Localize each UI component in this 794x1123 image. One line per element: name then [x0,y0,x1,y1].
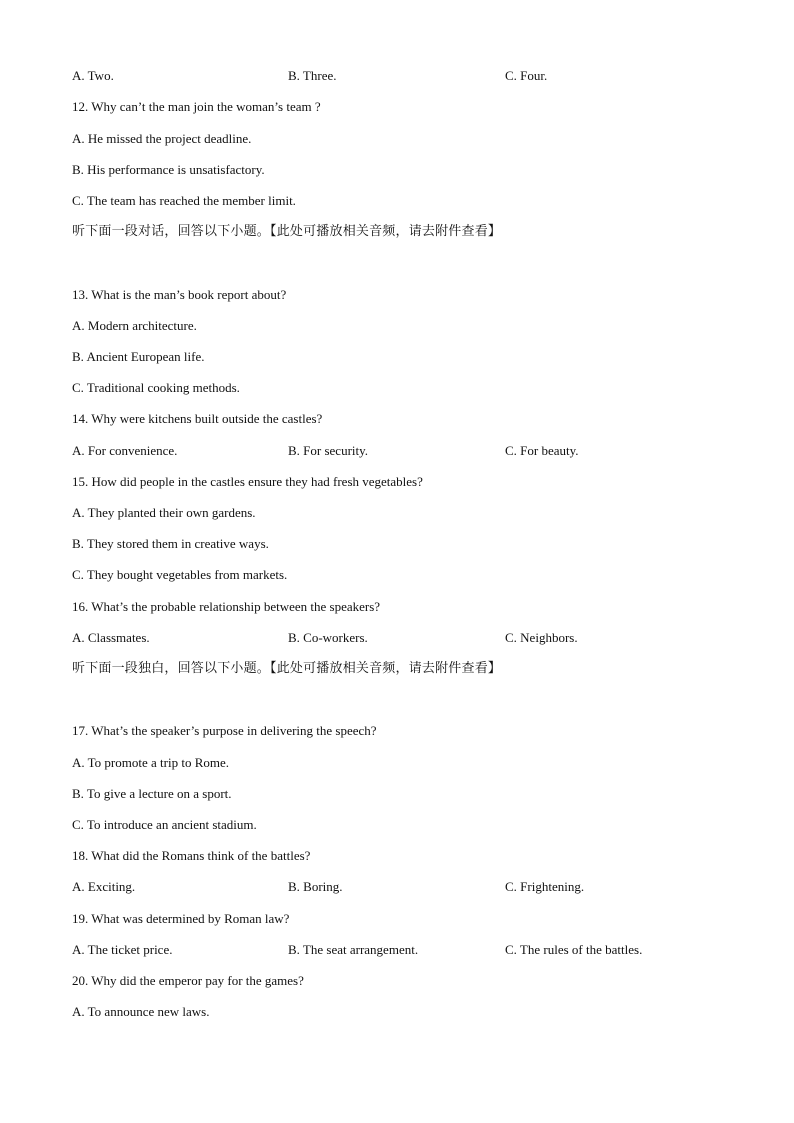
q16-option-a: A. Classmates. [72,630,150,645]
q14-option-c: C. For beauty. [505,443,579,458]
q13-question: 13. What is the man’s book report about? [72,287,287,302]
q16-question: 16. What’s the probable relationship between the speakers? [72,599,381,614]
q13-option-c: C. Traditional cooking methods. [72,380,240,395]
q11-option-a: A. Two. [72,68,114,83]
q12-question: 12. Why can’t the man join the woman’s team ? [72,99,321,114]
q13-option-a: A. Modern architecture. [72,318,197,333]
q17-question: 17. What’s the speaker’s purpose in delivering the speech? [72,723,377,738]
q16-option-b: B. Co-workers. [288,630,368,645]
q13-option-b: B. Ancient European life. [72,349,205,364]
q18-question: 18. What did the Romans think of the battles? [72,848,311,863]
q11-option-b: B. Three. [288,68,337,83]
q15-option-a: A. They planted their own gardens. [72,505,256,520]
q16-option-c: C. Neighbors. [505,630,578,645]
q14-question: 14. Why were kitchens built outside the castles? [72,411,323,426]
q18-option-b: B. Boring. [288,879,343,894]
q17-option-b: B. To give a lecture on a sport. [72,786,232,801]
q15-question: 15. How did people in the castles ensure they had fresh vegetables? [72,474,423,489]
section-instruction-dialogue: 听下面一段对话，回答以下小题。【此处可播放相关音频，请去附件查看】 [72,224,502,239]
q15-option-c: C. They bought vegetables from markets. [72,567,288,582]
q12-option-a: A. He missed the project deadline. [72,131,252,146]
section-instruction-monologue: 听下面一段独白，回答以下小题。【此处可播放相关音频，请去附件查看】 [72,661,502,676]
q18-option-c: C. Frightening. [505,879,585,894]
q12-option-b: B. His performance is unsatisfactory. [72,162,265,177]
q20-option-a: A. To announce new laws. [72,1004,210,1019]
q19-option-c: C. The rules of the battles. [505,942,643,957]
q18-option-a: A. Exciting. [72,879,136,894]
q17-option-a: A. To promote a trip to Rome. [72,755,229,770]
q19-option-b: B. The seat arrangement. [288,942,419,957]
q19-question: 19. What was determined by Roman law? [72,911,290,926]
q19-option-a: A. The ticket price. [72,942,173,957]
q20-question: 20. Why did the emperor pay for the games? [72,973,304,988]
q11-option-c: C. Four. [505,68,548,83]
q14-option-b: B. For security. [288,443,369,458]
q14-option-a: A. For convenience. [72,443,178,458]
q17-option-c: C. To introduce an ancient stadium. [72,817,257,832]
q15-option-b: B. They stored them in creative ways. [72,536,269,551]
q12-option-c: C. The team has reached the member limit. [72,193,296,208]
